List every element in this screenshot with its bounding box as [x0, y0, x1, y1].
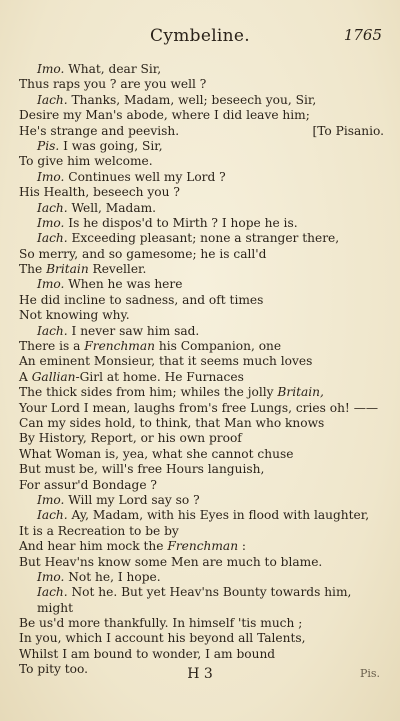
speaker-name: Imo. — [37, 277, 65, 292]
line-text: Not he. But yet Heav'ns Bounty towards him, — [67, 585, 352, 600]
text-line — [19, 339, 384, 354]
text-line — [19, 462, 384, 477]
text-line — [19, 431, 384, 446]
line-text: In you, which I account his beyond all Talents, — [19, 631, 306, 646]
running-title: Cymbeline. — [150, 26, 250, 46]
text-line — [19, 216, 384, 231]
text-line — [19, 308, 384, 323]
text-line — [19, 370, 384, 385]
text-line — [19, 493, 384, 508]
text-line — [19, 231, 384, 246]
text-line — [19, 247, 384, 262]
speaker-name: Imo. — [37, 569, 65, 584]
line-text: Can my sides hold, to think, that Man who knows — [19, 415, 325, 430]
speaker-name: Pis. — [37, 138, 60, 153]
line-text: Is he dispos'd to Mirth ? I hope he is. — [64, 215, 298, 230]
line-text-continued: his Companion, one — [154, 339, 282, 354]
line-text: So merry, and so gamesome; he is call'd — [19, 246, 267, 261]
text-line — [19, 262, 384, 277]
line-text: For assur'd Bondage ? — [19, 477, 157, 492]
text-line — [19, 601, 384, 616]
line-text: When he was here — [64, 277, 183, 292]
text-line — [19, 447, 384, 462]
italic-word: Britain, — [277, 385, 324, 400]
line-text: And hear him mock the — [19, 539, 168, 554]
line-text: What, dear Sir, — [64, 62, 162, 76]
line-text: Not he, I hope. — [64, 569, 161, 584]
text-line — [19, 277, 384, 292]
speaker-name: Iach. — [37, 92, 68, 107]
page-number: 1765 — [343, 26, 382, 44]
play-text — [19, 62, 384, 678]
italic-word: Gallian — [31, 369, 76, 384]
italic-word: Britain — [46, 262, 89, 277]
catchword: Pis. — [359, 667, 380, 680]
text-line — [19, 93, 384, 108]
line-text: I never saw him sad. — [67, 323, 200, 338]
line-text: But Heav'ns know some Men are much to blame. — [19, 554, 323, 569]
line-text: Thanks, Madam, well; beseech you, Sir, — [67, 92, 317, 107]
line-text: What Woman is, yea, what she cannot chuse — [19, 446, 294, 461]
line-text-continued: Reveller. — [88, 262, 147, 277]
line-text: Desire my Man's abode, where I did leave him; — [19, 108, 310, 123]
italic-word: Frenchman — [167, 539, 239, 554]
text-line — [19, 508, 384, 523]
text-line — [19, 524, 384, 539]
text-line — [19, 416, 384, 431]
text-line — [19, 293, 384, 308]
line-text: Not knowing why. — [19, 308, 130, 323]
speaker-name: Iach. — [37, 508, 68, 523]
speaker-name: Iach. — [37, 585, 68, 600]
speaker-name: Imo. — [37, 169, 65, 184]
stage-direction: [To Pisanio. — [312, 123, 384, 138]
text-line — [19, 139, 384, 154]
text-line — [19, 401, 384, 416]
line-text: Whilst I am bound to wonder, I am bound — [19, 646, 276, 661]
line-text: But must be, will's free Hours languish, — [19, 462, 265, 477]
line-text: I was going, Sir, — [59, 138, 163, 153]
text-line — [19, 585, 384, 600]
line-text: Exceeding pleasant; none a stranger there, — [67, 231, 340, 246]
text-line — [19, 201, 384, 216]
line-text: Ay, Madam, with his Eyes in flood with laughter, — [67, 508, 370, 523]
line-text: Thus raps you ? are you well ? — [19, 77, 207, 92]
page-header — [0, 26, 400, 50]
text-line — [19, 62, 384, 77]
text-line — [19, 324, 384, 339]
speaker-name: Imo. — [37, 492, 65, 507]
line-text: The thick sides from him; whiles the jolly — [19, 385, 278, 400]
text-line — [19, 354, 384, 369]
line-text: Well, Madam. — [67, 200, 157, 215]
speaker-name: Iach. — [37, 200, 68, 215]
line-text: Continues well my Lord ? — [64, 169, 226, 184]
line-text: might — [37, 600, 74, 615]
line-text: Your Lord I mean, laughs from's free Lungs, cries oh! —— — [19, 400, 379, 415]
line-text-continued: : — [238, 539, 247, 554]
text-line — [19, 539, 384, 554]
italic-word: Frenchman — [84, 339, 155, 354]
signature-mark: H 3 — [187, 666, 213, 682]
line-text: It is a Recreation to be by — [19, 523, 179, 538]
speaker-name: Iach. — [37, 231, 68, 246]
line-text: An eminent Monsieur, that it seems much loves — [19, 354, 313, 369]
text-line — [19, 185, 384, 200]
line-text: To pity too. — [19, 662, 88, 677]
line-text: The — [19, 262, 47, 277]
text-line — [19, 478, 384, 493]
line-text: There is a — [19, 339, 85, 354]
line-text: A — [19, 369, 32, 384]
text-line — [19, 154, 384, 169]
line-text-continued: -Girl at home. He Furnaces — [75, 369, 244, 384]
text-line — [19, 170, 384, 185]
line-text: His Health, beseech you ? — [19, 185, 180, 200]
speaker-name: Imo. — [37, 215, 65, 230]
text-line — [19, 385, 384, 400]
text-line — [19, 108, 384, 123]
speaker-name: Iach. — [37, 323, 68, 338]
line-text: He's strange and peevish. — [19, 123, 180, 138]
line-text: He did incline to sadness, and oft times — [19, 292, 264, 307]
text-line — [19, 570, 384, 585]
line-text: Be us'd more thankfully. In himself 'tis much ; — [19, 616, 303, 631]
text-line — [19, 616, 384, 631]
text-line — [19, 124, 384, 139]
line-text: To give him welcome. — [19, 154, 153, 169]
text-line — [19, 647, 384, 662]
speaker-name: Imo. — [37, 62, 65, 76]
text-line — [19, 555, 384, 570]
line-text: By History, Report, or his own proof — [19, 431, 242, 446]
text-line — [19, 77, 384, 92]
line-text: Will my Lord say so ? — [64, 492, 200, 507]
text-line — [19, 631, 384, 646]
